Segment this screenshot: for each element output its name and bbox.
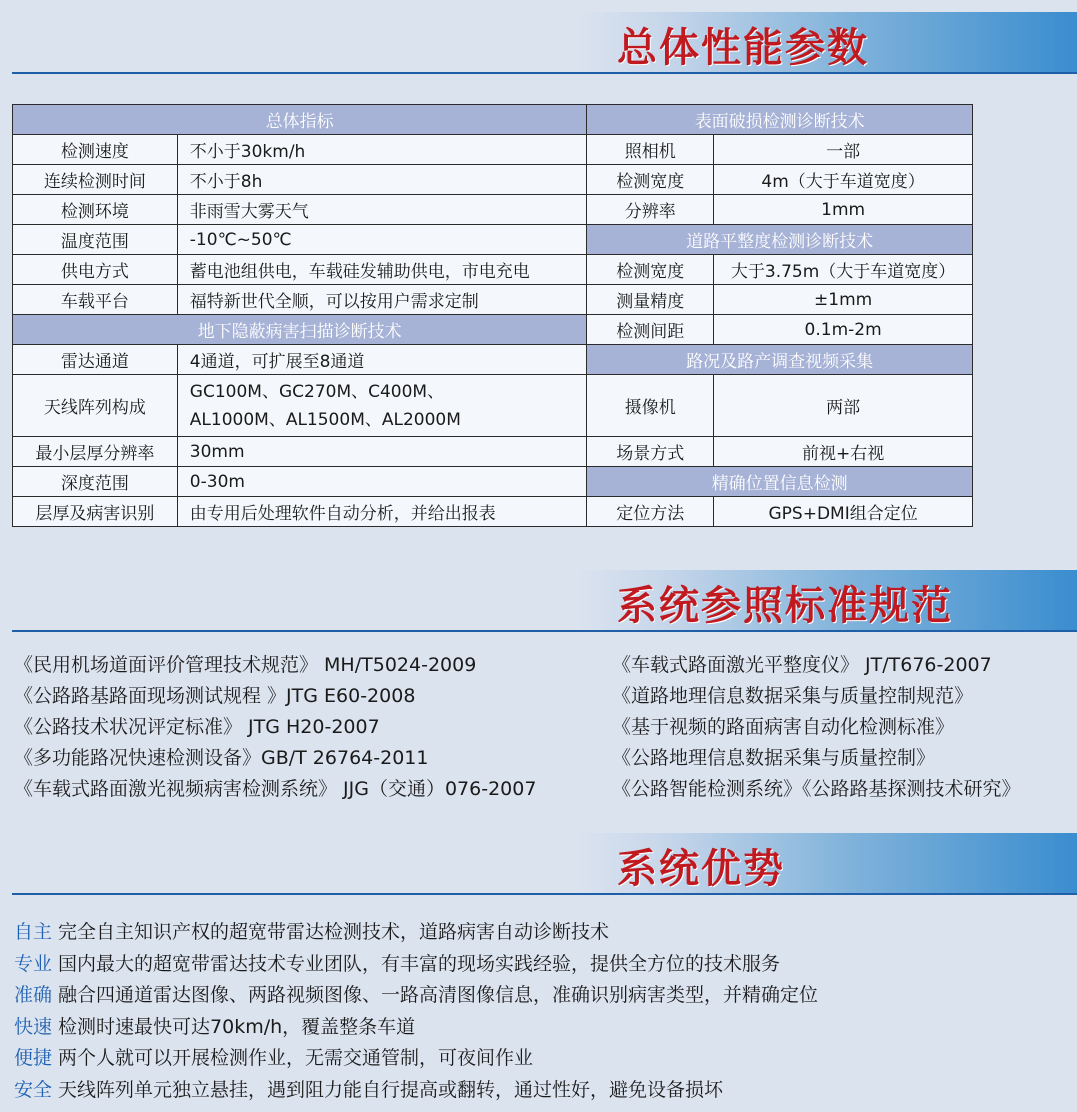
cell-value: ±1mm	[714, 285, 973, 315]
cell-value: 非雨雪大雾天气	[177, 195, 587, 225]
table-row	[13, 497, 973, 527]
cell-label: 检测速度	[13, 135, 178, 165]
table-row	[13, 255, 973, 285]
advantage-key: 便捷	[14, 1047, 53, 1069]
list-item	[14, 917, 818, 949]
divider	[12, 72, 1077, 74]
cell-label: 检测宽度	[587, 255, 714, 285]
advantage-text: 完全自主知识产权的超宽带雷达检测技术，道路病害自动诊断技术	[58, 921, 610, 943]
list-item: 《多功能路况快速检测设备》GB/T 26764-2011	[14, 747, 429, 769]
table-row	[13, 375, 973, 437]
list-item	[14, 1075, 818, 1107]
cell-label: 车载平台	[13, 285, 178, 315]
list-item: 《道路地理信息数据采集与质量控制规范》	[612, 685, 974, 707]
cell-value: 0-30m	[177, 467, 587, 497]
list-item: 《公路路基路面现场测试规程 》JTG E60-2008	[14, 685, 416, 707]
advantage-key: 快速	[14, 1015, 53, 1038]
antenna-line-1: GC100M、GC270M、C400M、	[189, 381, 445, 402]
cell-value: GPS+DMI组合定位	[714, 497, 973, 527]
list-item: 《车载式路面激光平整度仪》 JT/T676-2007	[612, 654, 992, 676]
standards-title: 系统参照标准规范	[617, 583, 953, 629]
table-row	[13, 195, 973, 225]
cell-label: 天线阵列构成	[13, 375, 178, 437]
list-item: 《公路技术状况评定标准》 JTG H20-2007	[14, 716, 380, 738]
header-video: 路况及路产调查视频采集	[587, 345, 973, 375]
table-row	[13, 285, 973, 315]
cell-label: 温度范围	[13, 225, 178, 255]
standards-title-banner	[577, 570, 1077, 630]
cell-label: 检测间距	[587, 315, 714, 345]
performance-title: 总体性能参数	[617, 25, 869, 71]
cell-value: 4通道，可扩展至8通道	[177, 345, 587, 375]
advantage-text: 两个人就可以开展检测作业，无需交通管制，可夜间作业	[58, 1047, 534, 1069]
cell-label: 场景方式	[587, 437, 714, 467]
cell-label: 连续检测时间	[13, 165, 178, 195]
cell-label: 照相机	[587, 135, 714, 165]
cell-value: 不小于30km/h	[177, 135, 587, 165]
list-item	[14, 1043, 818, 1075]
cell-label: 层厚及病害识别	[13, 497, 178, 527]
list-item	[14, 980, 818, 1012]
advantages-list	[14, 917, 818, 1106]
table-row	[13, 165, 973, 195]
list-item	[14, 949, 818, 981]
advantage-text: 国内最大的超宽带雷达技术专业团队，有丰富的现场实践经验，提供全方位的技术服务	[58, 952, 781, 975]
cell-value: 由专用后处理软件自动分析，并给出报表	[177, 497, 587, 527]
advantage-key: 自主	[14, 921, 53, 943]
standards-list-right	[612, 650, 1021, 805]
table-row	[13, 315, 973, 345]
cell-label: 雷达通道	[13, 345, 178, 375]
list-item: 《民用机场道面评价管理技术规范》 MH/T5024-2009	[14, 654, 477, 676]
advantage-key: 安全	[14, 1078, 53, 1101]
list-item	[14, 1012, 818, 1044]
table-row	[13, 135, 973, 165]
cell-value: 福特新世代全顺，可以按用户需求定制	[177, 285, 587, 315]
advantages-title-banner	[577, 833, 1077, 893]
cell-label: 最小层厚分辨率	[13, 437, 178, 467]
cell-label: 摄像机	[587, 375, 714, 437]
cell-label: 测量精度	[587, 285, 714, 315]
header-surface: 表面破损检测诊断技术	[587, 105, 973, 135]
list-item: 《公路智能检测系统》《公路路基探测技术研究》	[612, 778, 1021, 800]
cell-value: 一部	[714, 135, 973, 165]
standards-list-left	[14, 650, 536, 805]
table-row	[13, 225, 973, 255]
cell-value: 30mm	[177, 437, 587, 467]
list-item: 《公路地理信息数据采集与质量控制》	[612, 747, 936, 769]
header-radar: 地下隐蔽病害扫描诊断技术	[13, 315, 587, 345]
advantage-text: 融合四通道雷达图像、两路视频图像、一路高清图像信息，准确识别病害类型，并精确定位	[58, 984, 819, 1006]
antenna-line-2: AL1000M、AL1500M、AL2000M	[189, 409, 461, 430]
spec-table	[12, 104, 973, 527]
advantages-title: 系统优势	[617, 846, 785, 892]
table-row	[13, 345, 973, 375]
list-item: 《车载式路面激光视频病害检测系统》 JJG（交通）076-2007	[14, 778, 537, 800]
cell-value: 4m（大于车道宽度）	[714, 165, 973, 195]
cell-value: 0.1m-2m	[714, 315, 973, 345]
list-item: 《基于视频的路面病害自动化检测标准》	[612, 716, 955, 738]
table-row	[13, 105, 973, 135]
divider	[12, 893, 1077, 895]
header-flatness: 道路平整度检测诊断技术	[587, 225, 973, 255]
cell-label: 分辨率	[587, 195, 714, 225]
cell-label: 定位方法	[587, 497, 714, 527]
cell-value: 蓄电池组供电，车载硅发辅助供电，市电充电	[177, 255, 587, 285]
performance-title-banner	[577, 12, 1077, 72]
header-position: 精确位置信息检测	[587, 467, 973, 497]
divider	[12, 630, 1077, 632]
cell-label: 深度范围	[13, 467, 178, 497]
advantage-text: 天线阵列单元独立悬挂，遇到阻力能自行提高或翻转，通过性好，避免设备损坏	[58, 1078, 724, 1101]
header-general: 总体指标	[13, 105, 587, 135]
cell-value: 大于3.75m（大于车道宽度）	[714, 255, 973, 285]
cell-label: 检测环境	[13, 195, 178, 225]
advantage-text: 检测时速最快可达70km/h，覆盖整条车道	[58, 1015, 416, 1038]
cell-value: 前视+右视	[714, 437, 973, 467]
cell-value: 1mm	[714, 195, 973, 225]
advantage-key: 专业	[14, 952, 53, 975]
cell-value: 两部	[714, 375, 973, 437]
table-row	[13, 437, 973, 467]
cell-value: 不小于8h	[177, 165, 587, 195]
cell-label: 检测宽度	[587, 165, 714, 195]
table-row	[13, 467, 973, 497]
advantage-key: 准确	[14, 984, 53, 1006]
cell-value: -10℃~50℃	[177, 225, 587, 255]
cell-label: 供电方式	[13, 255, 178, 285]
cell-value	[177, 375, 587, 437]
